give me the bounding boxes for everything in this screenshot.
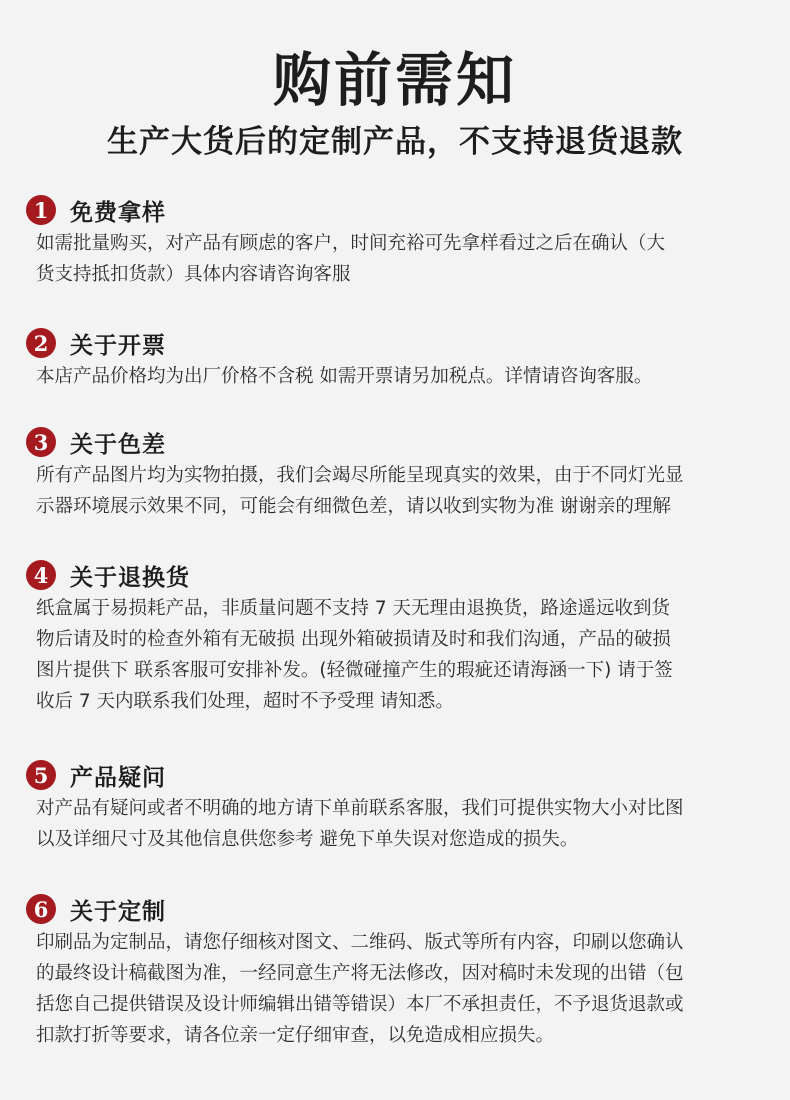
body-line: 货支持抵扣货款）具体内容请咨询客服 bbox=[36, 264, 351, 285]
body-line: 所有产品图片均为实物拍摄，我们会竭尽所能呈现真实的效果，由于不同灯光显 bbox=[36, 465, 684, 486]
section-body bbox=[36, 593, 764, 717]
section-header bbox=[26, 426, 166, 458]
body-line: 本店产品价格均为出厂价格不含税 如需开票请另加税点。详情请咨询客服。 bbox=[36, 366, 653, 387]
body-line: 扣款打折等要求，请各位亲一定仔细审查，以免造成相应损失。 bbox=[36, 1025, 555, 1046]
number-badge: 2 bbox=[26, 328, 56, 358]
section-title: 关于开票 bbox=[70, 332, 166, 359]
body-line: 收后 7 天内联系我们处理，超时不予受理 请知悉。 bbox=[36, 691, 454, 712]
body-line: 的最终设计稿截图为准，一经同意生产将无法修改，因对稿时未发现的出错（包 bbox=[36, 963, 684, 984]
number-badge: 5 bbox=[26, 760, 56, 790]
section-header bbox=[26, 893, 166, 925]
section-title: 产品疑问 bbox=[70, 764, 166, 791]
body-line: 括您自己提供错误及设计师编辑出错等错误）本厂不承担责任，不予退货退款或 bbox=[36, 994, 684, 1015]
section-header bbox=[26, 559, 190, 591]
number-badge: 6 bbox=[26, 894, 56, 924]
number-badge: 3 bbox=[26, 427, 56, 457]
section-title: 关于退换货 bbox=[70, 564, 190, 591]
body-line: 印刷品为定制品，请您仔细核对图文、二维码、版式等所有内容，印刷以您确认 bbox=[36, 932, 684, 953]
body-line: 纸盒属于易损耗产品，非质量问题不支持 7 天无理由退换货，路途遥远收到货 bbox=[36, 598, 671, 619]
section-title: 免费拿样 bbox=[70, 199, 166, 226]
section-header bbox=[26, 194, 166, 226]
body-line: 对产品有疑问或者不明确的地方请下单前联系客服，我们可提供实物大小对比图 bbox=[36, 798, 684, 819]
page-title: 购前需知 bbox=[272, 46, 517, 114]
section-body bbox=[36, 460, 764, 522]
section-body bbox=[36, 361, 764, 392]
page-subtitle: 生产大货后的定制产品，不支持退货退款 bbox=[107, 124, 683, 160]
number-badge: 4 bbox=[26, 560, 56, 590]
section-header bbox=[26, 327, 166, 359]
section-header bbox=[26, 759, 166, 791]
section-title: 关于定制 bbox=[70, 898, 166, 925]
body-line: 物后请及时的检查外箱有无破损 出现外箱破损请及时和我们沟通，产品的破损 bbox=[36, 629, 671, 650]
section-body bbox=[36, 228, 764, 290]
section-title: 关于色差 bbox=[70, 431, 166, 458]
body-line: 示器环境展示效果不同，可能会有细微色差，请以收到实物为准 谢谢亲的理解 bbox=[36, 496, 671, 517]
body-line: 如需批量购买，对产品有顾虑的客户，时间充裕可先拿样看过之后在确认（大 bbox=[36, 233, 666, 254]
section-body bbox=[36, 793, 764, 855]
number-badge: 1 bbox=[26, 195, 56, 225]
section-body bbox=[36, 927, 764, 1051]
body-line: 以及详细尺寸及其他信息供您参考 避免下单失误对您造成的损失。 bbox=[36, 829, 579, 850]
body-line: 图片提供下 联系客服可安排补发。(轻微碰撞产生的瑕疵还请海涵一下) 请于签 bbox=[36, 660, 673, 681]
